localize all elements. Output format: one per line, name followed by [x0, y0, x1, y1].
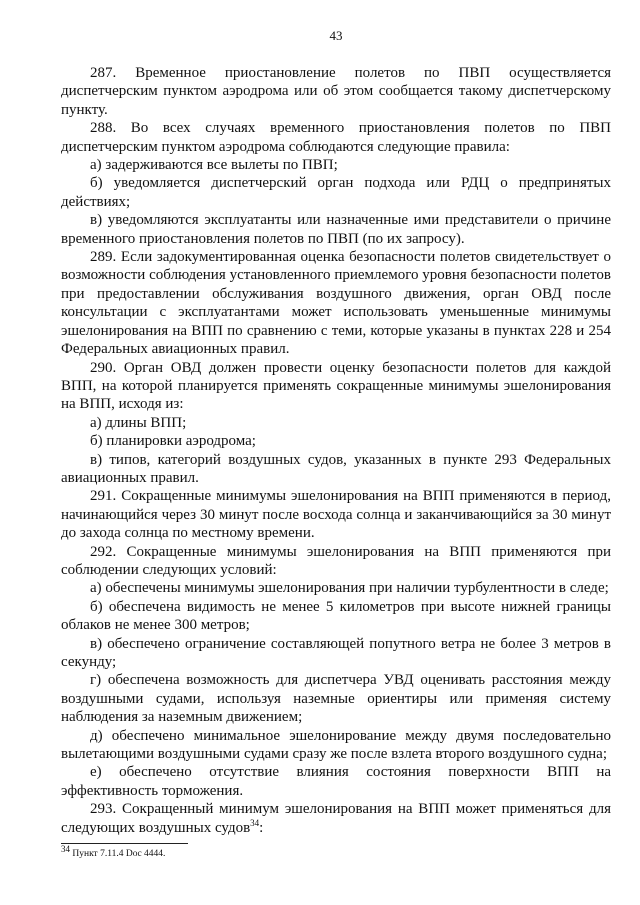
- subitem-292-b: б) обеспечена видимость не менее 5 километров при высоте нижней границы облаков не менее 300 метров;: [61, 598, 611, 634]
- page-number: 43: [329, 28, 343, 43]
- footnote-marker: 34: [61, 843, 70, 854]
- paragraph-291: 291. Сокращенные минимумы эшелонирования на ВПП применяются в период, начинающийся через 30 минут после восхода солнца и заканчивающийся за 30 минут до захода солнца по местному времени.: [61, 488, 611, 542]
- subitem-292-e: е) обеспечено отсутствие влияния состояния поверхности ВПП на эффективность торможения.: [61, 764, 611, 799]
- paragraph-287: 287. Временное приостановление полетов по ПВП осуществляется диспетчерским пунктом аэродрома или об этом сообщается такому диспетчерскому пункту.: [61, 65, 611, 118]
- subitem-292-v: в) обеспечено ограничение составляющей попутного ветра не более 3 метров в секунду;: [61, 635, 611, 670]
- subitem-288-b: б) уведомляется диспетчерский орган подхода или РДЦ о предпринятых действиях;: [61, 175, 611, 210]
- subitem-292-d: д) обеспечено минимальное эшелонирование между двумя последовательно вылетающими воздушными судами сразу же после взлета второго воздушного судна;: [61, 727, 611, 763]
- paragraph-289: 289. Если задокументированная оценка безопасности полетов свидетельствует о возможности соблюдения установленного приемлемого уровня безопасности полетов при предоставлении обслуживания воздушного движения, орган ОВД после консультации с эксплуатантами может использовать уменьшенные минимумы эшелонирования на ВПП по сравнению с теми, которые указаны в пунктах 228 и 254 Федеральных авиационных правил.: [61, 249, 611, 358]
- paragraph-293-tail: :: [259, 819, 264, 836]
- subitem-292-a: а) обеспечены минимумы эшелонирования при наличии турбулентности в следе;: [90, 580, 609, 597]
- footnote-34: [61, 843, 611, 860]
- footnote-divider: [61, 843, 188, 844]
- paragraph-293: [61, 800, 611, 837]
- subitem-290-a: а) длины ВПП;: [90, 414, 187, 431]
- subitem-292-g: г) обеспечена возможность для диспетчера УВД оценивать расстояния между воздушными судами, используя наземные ориентиры или применяя систему наблюдения за наземным движением;: [61, 672, 611, 726]
- paragraph-292: 292. Сокращенные минимумы эшелонирования на ВПП применяются при соблюдении следующих условий:: [61, 543, 611, 578]
- body-text: [61, 64, 611, 837]
- footnote-reference[interactable]: 34: [250, 817, 260, 828]
- paragraph-293-text: 293. Сокращенный минимум эшелонирования на ВПП может применяться для следующих воздушных судов: [61, 801, 611, 836]
- subitem-288-v: в) уведомляются эксплуатанты или назначенные ими представители о причине временного приостановления полетов по ПВП (по их запросу).: [61, 212, 611, 247]
- subitem-290-v: в) типов, категорий воздушных судов, указанных в пункте 293 Федеральных авиационных правил.: [61, 451, 611, 486]
- subitem-290-b: б) планировки аэродрома;: [90, 433, 256, 450]
- footnotes-section: [61, 843, 611, 860]
- paragraph-288: 288. Во всех случаях временного приостановления полетов по ПВП диспетчерским пунктом аэродрома соблюдаются следующие правила:: [61, 120, 611, 155]
- footnote-text: Пункт 7.11.4 Doc 4444.: [70, 849, 166, 859]
- subitem-288-a: а) задерживаются все вылеты по ПВП;: [90, 157, 338, 174]
- paragraph-290: 290. Орган ОВД должен провести оценку безопасности полетов для каждой ВПП, на которой планируется применять сокращенные минимумы эшелонирования на ВПП, исходя из:: [61, 359, 611, 413]
